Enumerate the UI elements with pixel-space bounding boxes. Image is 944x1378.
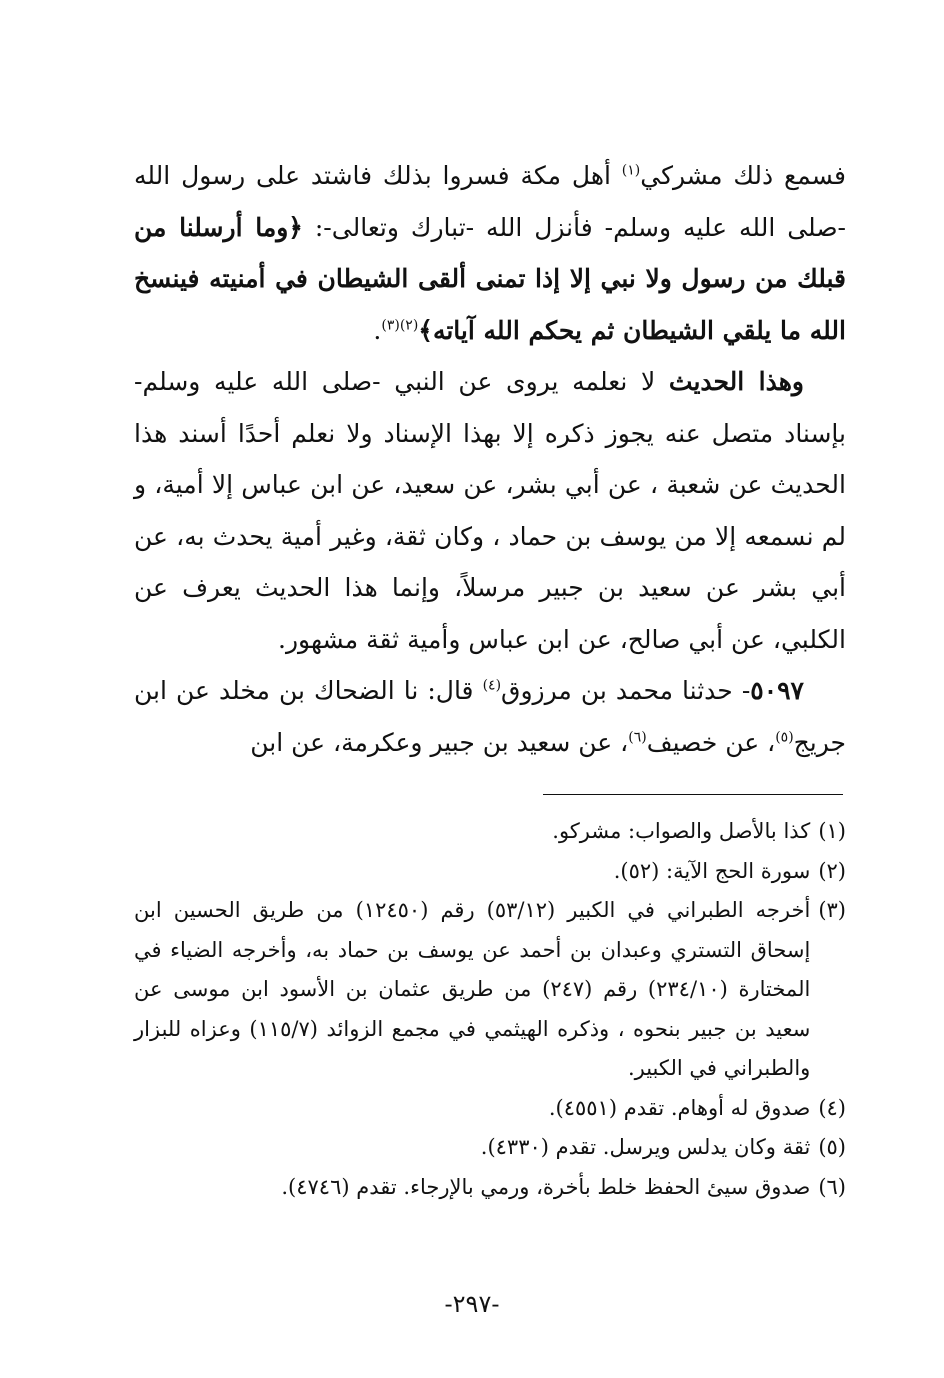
- paragraph-2: [134, 356, 846, 665]
- footnote-ref: (٦): [628, 729, 647, 746]
- quran-verse: ﴿وما أرسلنا من قبلك من رسول ولا نبي إلا إذا تمنى ألقى الشيطان في أمنيته فينسخ الله ما يلقي الشيطان ثم يحكم الله آياته﴾: [134, 212, 846, 345]
- paragraph-lead: وهذا الحديث: [668, 367, 804, 396]
- footnote-number: (١): [818, 819, 846, 843]
- footnote-text: كذا بالأصل والصواب: مشركو.: [552, 819, 811, 843]
- page-number: -٢٩٧-: [444, 1290, 500, 1318]
- footnote-item: [134, 1089, 846, 1129]
- footnotes: [134, 812, 846, 1207]
- paragraph-text: - حدثنا محمد بن مرزوق: [501, 676, 751, 705]
- footnote-ref: (١): [621, 162, 641, 179]
- footnote-ref: (٤): [482, 677, 502, 694]
- hadith-number: ٥٠٩٧: [750, 676, 804, 705]
- paragraph-3: [134, 665, 846, 768]
- footnote-number: (٣): [818, 898, 846, 922]
- footnote-number: (٦): [818, 1174, 846, 1199]
- footnote-divider: [543, 794, 843, 795]
- paragraph-1: [134, 150, 846, 356]
- footnote-text: ثقة وكان يدلس ويرسل. تقدم (٤٣٣٠).: [480, 1135, 811, 1159]
- footnote-item: [134, 1128, 846, 1168]
- footnote-item: [134, 852, 846, 892]
- footnote-number: (٤): [818, 1095, 846, 1120]
- footnote-text: أخرجه الطبراني في الكبير (٥٣/١٢) رقم (١٢٤٥٠) من طريق الحسين ابن إسحاق التستري وعبدان بن أحمد عن يوسف بن حماد به، وأخرجه الضياء في المختارة (٢٣٤/١٠) رقم (٢٤٧) من طريق عثمان بن الأسود ابن موسى عن سعيد بن جبير بنحوه ، وذكره الهيثمي في مجمع الزوائد (١١٥/٧) وعزاه للبزار والطبراني في الكبير.: [134, 898, 811, 1080]
- paragraph-text: ، عن سعيد بن جبير وعكرمة، عن ابن: [250, 727, 629, 757]
- paragraph-text: .: [373, 315, 382, 345]
- paragraph-text: فسمع ذلك مشركي: [640, 161, 847, 190]
- paragraph-text: لا نعلمه يروى عن النبي -صلى الله عليه وسلم- بإسناد متصل عنه يجوز ذكره إلا بهذا الإسناد ولا نعلم أحدًا أسند هذا الحديث عن شعبة ، عن أبي بشر، عن سعيد، عن ابن عباس إلا أمية، و لم نسمعه إلا من يوسف بن حماد ، وكان ثقة، وغير أمية يحدث به، عن أبي بشر عن سعيد بن جبير مرسلاً، وإنما هذا الحديث يعرف عن الكلبي، عن أبي صالح، عن ابن عباس وأمية ثقة مشهور.: [134, 367, 846, 654]
- footnote-number: (٢): [818, 858, 846, 883]
- footnote-ref: (٢)(٣): [381, 317, 419, 334]
- paragraph-text: قال: نا الضحاك بن مخلد عن ابن جريج: [134, 676, 846, 757]
- paragraph-text: أهل مكة فسروا بذلك فاشتد على رسول الله -صلى الله عليه وسلم- فأنزل الله -تبارك وتعالى-:: [134, 161, 846, 242]
- paragraph-text: ، عن خصيف: [646, 727, 776, 757]
- footnote-text: سورة الحج الآية: (٥٢).: [613, 858, 811, 883]
- footnote-number: (٥): [818, 1135, 846, 1159]
- footnote-text: صدوق سيئ الحفظ خلط بأخرة، ورمي بالإرجاء. تقدم (٤٧٤٦).: [281, 1174, 811, 1199]
- main-text: [134, 150, 846, 768]
- footnote-item: [134, 891, 846, 1089]
- footnote-item: [134, 812, 846, 852]
- footnote-item: [134, 1168, 846, 1208]
- footnote-text: صدوق له أوهام. تقدم (٤٥٥١).: [548, 1095, 811, 1120]
- footnote-ref: (٥): [775, 729, 794, 746]
